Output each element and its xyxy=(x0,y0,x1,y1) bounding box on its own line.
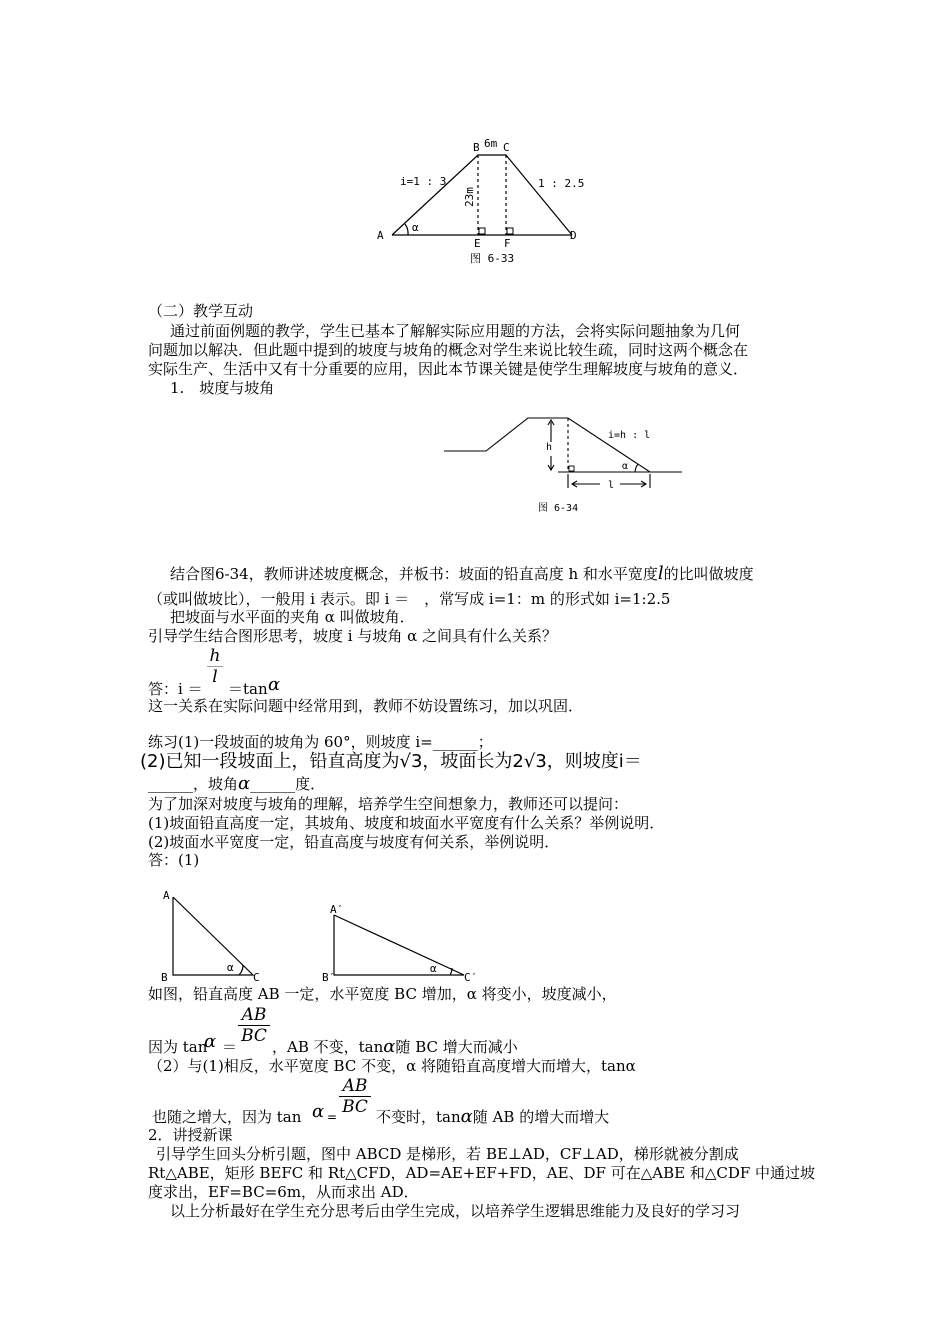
label-F: F xyxy=(504,237,511,250)
question-intro: 为了加深对坡度与坡角的理解，培养学生空间想象力，教师还可以提问： xyxy=(148,795,629,813)
figure-6-34 xyxy=(440,412,690,517)
exercise-2: (2)已知一段坡面上，铅直高度为√3，坡面长为2√3，则坡度i＝ xyxy=(140,751,642,772)
lecture-line-4: 以上分析最好在学生充分思考后由学生完成，以培养学生逻辑思维能力及良好的学习习 xyxy=(170,1202,741,1220)
exercise-2b xyxy=(148,775,325,793)
reason-4-alpha: α xyxy=(312,1101,325,1122)
reason-2-pre: 因为 tan xyxy=(148,1038,208,1056)
intro-line-1: 通过前面例题的教学，学生已基本了解解实际应用题的方法，会将实际问题抽象为几何 xyxy=(170,322,741,340)
tri1-A: A xyxy=(163,889,170,902)
question-2: (2)坡面水平宽度一定，铅直高度与坡度有何关系，举例说明． xyxy=(148,833,560,851)
label-D: D xyxy=(570,229,577,242)
tri1-alpha: α xyxy=(227,961,234,974)
reason-4-post-b: 随 AB 的增大而增大 xyxy=(472,1108,610,1126)
para-1-line-3: 把坡面与水平面的夹角 α 叫做坡角． xyxy=(170,608,415,626)
para-1-line-1a: 结合图6-34，教师讲述坡度概念，并板书：坡面的铅直高度 h 和水平宽度 xyxy=(170,565,658,583)
triangle-abc xyxy=(155,885,275,985)
label-right-slope: 1 : 2.5 xyxy=(538,177,585,190)
label-alpha: α xyxy=(622,461,629,472)
label-caption: 图 6-34 xyxy=(538,503,579,514)
reason-2-post-a: ，AB 不变，tan xyxy=(272,1038,384,1056)
label-height: 23m xyxy=(463,187,476,207)
reason-4-pre: 也随之增大，因为 tan xyxy=(152,1108,302,1126)
lecture-line-3: 度求出，EF=BC=6m，从而求出 AD． xyxy=(148,1183,419,1201)
label-alpha: α xyxy=(412,221,419,234)
label-A: A xyxy=(377,229,384,242)
reason-4-post xyxy=(376,1108,609,1126)
label-top-width: 6m xyxy=(484,137,498,150)
answer-prefix: 答：i ＝ xyxy=(148,680,203,698)
tri2-A: A′ xyxy=(330,903,344,916)
label-h: h xyxy=(546,442,553,453)
triangle-abc-prime xyxy=(318,895,488,985)
reason-4-eq: = xyxy=(327,1110,338,1124)
fraction-num: AB xyxy=(342,1076,368,1096)
para-1-line-4: 引导学生结合图形思考，坡度 i 与坡角 α 之间具有什么关系？ xyxy=(148,627,558,645)
reason-2-post-b: 随 BC 增大而减小 xyxy=(395,1038,518,1056)
question-1: (1)坡面铅直高度一定，其坡角、坡度和坡面水平宽度有什么关系？举例说明． xyxy=(148,814,665,832)
fraction-den: BC xyxy=(342,1097,368,1117)
label-l: l xyxy=(608,480,615,491)
label-C: C xyxy=(503,141,510,154)
section-title: （二）教学互动 xyxy=(148,302,254,320)
fraction-den: BC xyxy=(241,1026,267,1046)
label-B: B xyxy=(473,141,480,154)
para-1-line-2: （或叫做坡比），一般用 i 表示。即 i ＝ ，常写成 i=1：m 的形式如 i=1:2.5 xyxy=(148,590,671,608)
fraction-ab-bc-2 xyxy=(339,1076,371,1117)
item-2-heading: 2．讲授新课 xyxy=(148,1126,233,1144)
intro-line-2: 问题加以解决．但此题中提到的坡度与坡角的概念对学生来说比较生疏，同时这两个概念在 xyxy=(148,341,749,359)
label-slope: i=h : l xyxy=(608,430,651,441)
answer-1-label: 答：(1) xyxy=(148,851,200,869)
reason-2-eq: ＝ xyxy=(222,1038,238,1056)
answer-eq: ＝tan xyxy=(228,680,268,698)
reason-4-alpha-2: α xyxy=(460,1106,473,1127)
para-2: 这一关系在实际问题中经常用到，教师不妨设置练习，加以巩固． xyxy=(148,697,584,715)
lecture-line-1: 引导学生回头分析引题，图中 ABCD 是梯形，若 BE⊥AD，CF⊥AD，梯形就被分割成 xyxy=(156,1145,739,1163)
exercise-2b-alpha: α xyxy=(238,773,251,794)
fraction-num: h xyxy=(209,646,221,666)
fraction-den: l xyxy=(212,667,218,687)
fraction-h-over-l xyxy=(207,646,223,687)
tri1-C: C xyxy=(253,971,260,984)
item-1-heading: 1. 坡度与坡角 xyxy=(170,379,275,397)
figure-6-33 xyxy=(370,135,590,265)
intro-line-3: 实际生产、生活中又有十分重要的应用，因此本节课关键是使学生理解坡度与坡角的意义． xyxy=(148,360,749,378)
label-E: E xyxy=(474,237,481,250)
exercise-1: 练习(1)一段坡面的坡角为 60°，则坡度 i=______； xyxy=(148,733,493,751)
label-caption: 图 6-33 xyxy=(470,252,515,265)
fraction-ab-bc-1 xyxy=(238,1005,270,1046)
para-1-line-1 xyxy=(170,565,754,583)
reason-4-post-a: 不变时，tan xyxy=(376,1108,461,1126)
reason-2-alpha: α xyxy=(204,1031,217,1052)
tri2-C: C′ xyxy=(464,971,478,984)
fraction-num: AB xyxy=(241,1005,267,1025)
reason-3: （2）与(1)相反，水平宽度 BC 不变，α 将随铅直高度增大而增大，tanα xyxy=(148,1057,636,1075)
answer-alpha: α xyxy=(268,674,281,695)
para-1-line-1b: 的比叫做坡度 xyxy=(663,565,754,583)
lecture-line-2: Rt△ABE，矩形 BEFC 和 Rt△CFD，AD=AE+EF+FD，AE、DF 可在△ABE 和△CDF 中通过坡 xyxy=(148,1164,816,1182)
symbol-l: l xyxy=(657,563,664,584)
exercise-2b-post: ______度． xyxy=(250,775,326,793)
reason-2-alpha-2: α xyxy=(383,1036,396,1057)
tri1-B: B xyxy=(161,971,168,984)
exercise-2b-pre: ______，坡角 xyxy=(148,775,239,793)
reason-1: 如图，铅直高度 AB 一定，水平宽度 BC 增加，α 将变小，坡度减小， xyxy=(148,985,617,1003)
reason-2-post xyxy=(272,1038,518,1056)
tri2-B: B′ xyxy=(322,971,336,984)
label-left-slope: i=1 : 3 xyxy=(400,175,447,188)
tri2-alpha: α xyxy=(430,962,437,975)
